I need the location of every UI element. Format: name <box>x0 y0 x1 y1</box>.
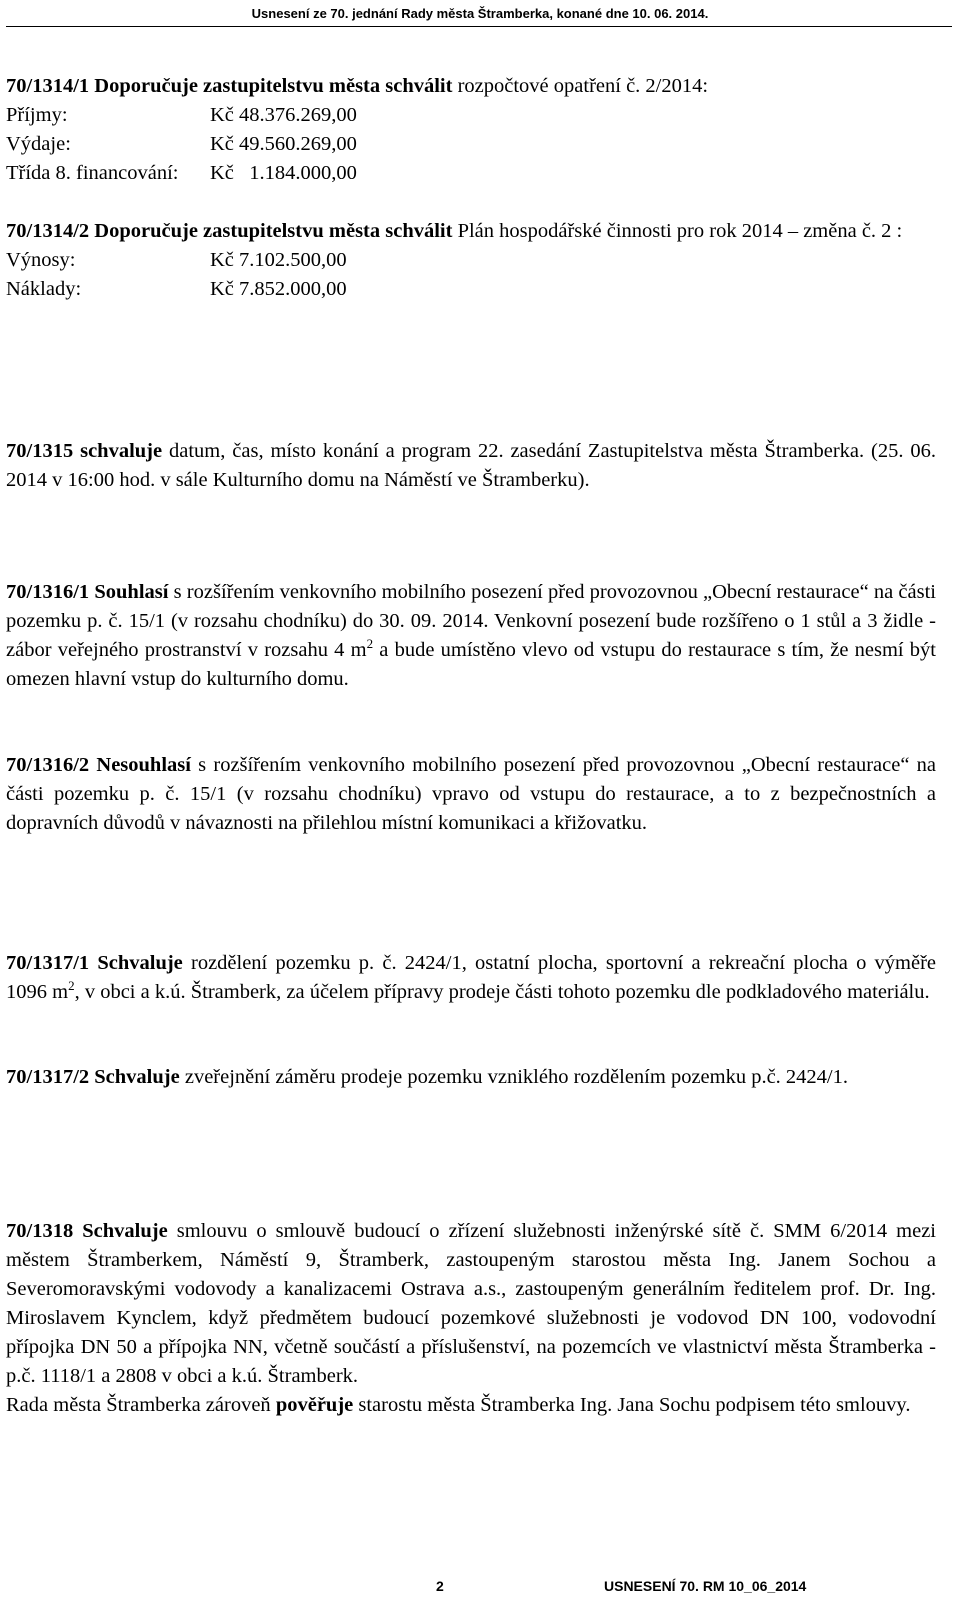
resolution-text: starostu města Štramberka Ing. Jana Sochu podpisem této smlouvy. <box>353 1394 911 1416</box>
resolution-verb: Schvaluje <box>82 1220 168 1242</box>
document-reference: USNESENÍ 70. RM 10_06_2014 <box>604 1578 807 1594</box>
plan-row <box>6 246 936 275</box>
plan-value: Kč 7.102.500,00 <box>210 249 347 271</box>
plan-value: Kč 7.852.000,00 <box>210 278 347 300</box>
budget-value: Kč 1.184.000,00 <box>210 162 357 184</box>
resolution-verb: Nesouhlasí <box>96 754 191 776</box>
resolution-text: , v obci a k.ú. Štramberk, za účelem přípravy prodeje části tohoto pozemku dle podkladového materiálu. <box>74 981 930 1003</box>
budget-label: Výdaje: <box>6 133 71 155</box>
resolution-number: 70/1314/1 <box>6 75 90 97</box>
resolution-text: rozdělení pozemku p. č. 2424/1, ostatní plocha, sportovní a rekreační plocha o výměře 1096 m <box>6 952 936 1003</box>
resolution-1317-2 <box>6 1063 936 1092</box>
resolution-text: datum, čas, místo konání a program 22. zasedání Zastupitelstva města Štramberka. (25. 06. 2014 v 16:00 hod. v sále Kulturního domu na Náměstí ve Štramberku). <box>6 440 937 491</box>
resolution-verb: schvaluje <box>80 440 163 462</box>
budget-label: Příjmy: <box>6 104 68 126</box>
resolution-text: smlouvu o smlouvě budoucí o zřízení služebnosti inženýrské sítě č. SMM 6/2014 mezi městem Štramberkem, Náměstí 9, Štramberk, zastoupeným starostou města Ing. Janem Sochou a Severomoravskými vodovody a kanalizacemi Ostrava a.s., zastoupeným generálním ředitelem prof. Dr. Ing. Miroslavem Kynclem, když předmětem budoucí pozemkové služebnosti je vodovod DN 100, vodovodní přípojka DN 50 a přípojka NN, včetně součástí a příslušenství, na pozemcích ve vlastnictví města Štramberka - p.č. 1118/1 a 2808 v obci a k.ú. Štramberk. <box>6 1220 937 1387</box>
resolution-1317-1 <box>6 949 936 1007</box>
header-divider <box>6 26 952 27</box>
budget-row <box>6 159 936 188</box>
resolution-verb: Schvaluje <box>94 1066 180 1088</box>
resolution-text: rozpočtové opatření č. 2/2014: <box>452 75 709 97</box>
resolution-1316-1 <box>6 578 936 694</box>
budget-row <box>6 130 936 159</box>
resolution-text: zveřejnění záměru prodeje pozemku vzniklého rozdělením pozemku p.č. 2424/1. <box>179 1066 849 1088</box>
resolution-text: s rozšířením venkovního mobilního posezení před provozovnou „Obecní restaurace“ na části pozemku p. č. 15/1 (v rozsahu chodníku) do 30. 09. 2014. Venkovní posezení bude rozšířeno o 1 stůl a 3 židle - zábor veřejného prostranství v rozsahu 4 m <box>6 581 936 661</box>
resolution-verb: Doporučuje zastupitelstvu města schválit <box>94 75 453 97</box>
resolution-number: 70/1317/2 <box>6 1066 90 1088</box>
resolution-number: 70/1315 <box>6 440 74 462</box>
superscript: 2 <box>366 636 374 652</box>
resolution-number: 70/1318 <box>6 1220 74 1242</box>
resolution-number: 70/1316/2 <box>6 754 90 776</box>
resolution-verb: Souhlasí <box>94 581 169 603</box>
resolution-verb: Doporučuje zastupitelstvu města schválit <box>94 220 453 242</box>
resolution-text: Rada města Štramberka zároveň <box>6 1394 276 1416</box>
resolution-text: s rozšířením venkovního mobilního posezení před provozovnou „Obecní restaurace“ na části pozemku p. č. 15/1 (v rozsahu chodníku) vpravo od vstupu do restaurace, a to z bezpečnostních a dopravních důvodů v návaznosti na přilehlou místní komunikaci a křižovatku. <box>6 754 937 834</box>
budget-value: Kč 48.376.269,00 <box>210 104 357 126</box>
plan-label: Výnosy: <box>6 249 76 271</box>
page-number: 2 <box>436 1578 444 1594</box>
resolution-1314-2 <box>6 217 936 304</box>
budget-label: Třída 8. financování: <box>6 162 179 184</box>
resolution-verb: pověřuje <box>275 1394 354 1416</box>
resolution-number: 70/1317/1 <box>6 952 90 974</box>
resolution-1315 <box>6 437 936 495</box>
resolution-verb: Schvaluje <box>97 952 183 974</box>
resolution-1316-2 <box>6 751 936 838</box>
resolution-1318 <box>6 1217 936 1420</box>
plan-row <box>6 275 936 304</box>
resolution-text: a bude umístěno vlevo od vstupu do restaurace s tím, že nesmí být omezen hlavní vstup do kulturního domu. <box>6 639 936 690</box>
budget-row <box>6 101 936 130</box>
resolution-number: 70/1314/2 <box>6 220 90 242</box>
resolution-1314-1 <box>6 72 936 188</box>
resolution-number: 70/1316/1 <box>6 581 90 603</box>
superscript: 2 <box>68 978 75 994</box>
resolution-text: Plán hospodářské činnosti pro rok 2014 – změna č. 2 : <box>452 220 903 242</box>
budget-value: Kč 49.560.269,00 <box>210 133 357 155</box>
page-header: Usnesení ze 70. jednání Rady města Štramberka, konané dne 10. 06. 2014. <box>251 6 709 21</box>
plan-label: Náklady: <box>6 278 82 300</box>
